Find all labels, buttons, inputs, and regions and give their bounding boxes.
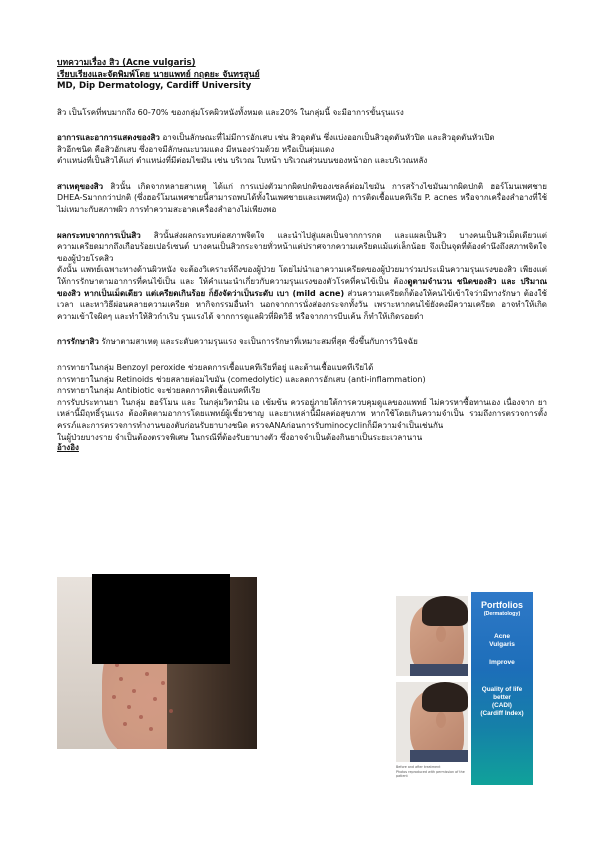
impact-text-1: สิวนั้นส่งผลกระทบต่อสภาพจิตใจ และนำไปสู่แผลเป็นจากการกด และแผลเป็นสิว บางคนเป็นสิวเม็ดเดียวแต่ความเครียดมากถึงเกือบร้อยเปอร์เซนต์ บางคนเป็นสิวกระจายทั่วหน้าแต่ปราศจากความเครียดแม้แต่เล็กน้อย จึงเป็นจุดที่ต้องคำนึงถึงสภาพจิตใจ ของผู้ป่วยโรคสิว	[57, 230, 547, 263]
topic-line-2: Vulgaris	[489, 641, 515, 648]
treatment-item-1: การทายาในกลุ่ม Benzoyl peroxide ช่วยลดการเชื้อแบคทีเรียที่อยู่ และต้านเชื้อแบคทีเรียได้	[57, 363, 374, 372]
impact-paragraph-2	[57, 264, 547, 322]
portfolio-panel	[393, 592, 533, 785]
acne-spot	[145, 672, 149, 676]
acne-spot	[139, 715, 143, 719]
causes-heading: สาเหตุของสิว	[57, 181, 104, 191]
acne-spot	[112, 695, 116, 699]
qol-line-1: Quality of life	[481, 686, 523, 693]
topic-line-1: Acne	[493, 633, 511, 640]
acne-spot	[127, 705, 131, 709]
patient-photo-after	[396, 682, 468, 762]
acne-spot	[161, 681, 165, 685]
article	[57, 58, 547, 453]
impact-bold-statement: ดูตามจำนวน ชนิดของสิว และ ปริมาณของสิว หากเป็นเม็ดเดียว แต่เครียดเกินร้อย ก็ยังจัดว่าเป็นระดับ เบา (mild acne)	[57, 277, 548, 298]
intro-paragraph: สิว เป็นโรคที่พบมากถึง 60-70% ของกลุ่มโรคผิวหนังทั้งหมด และ20% ในกลุ่มนี้ จะมีอาการขั้นรุนแรง	[57, 107, 404, 117]
acne-spot	[169, 709, 173, 713]
portfolio-info-column	[471, 592, 533, 785]
symptoms-paragraph	[57, 132, 547, 144]
symptoms-heading: อาการและอาการแสดงของสิว	[57, 133, 160, 143]
causes-paragraph	[57, 181, 547, 216]
acne-spot	[153, 697, 157, 701]
treatment-heading: การรักษาสิว	[57, 337, 99, 347]
caption-line-1: Before and after treatment	[396, 765, 441, 769]
qol-line-2: better	[493, 694, 511, 701]
impact-text-2a: ดังนั้น แพทย์เฉพาะทางด้านผิวหนัง จะต้องวิเคราะห์ถึงของผู้ป่วย โดยไม่นำเอาความเครียดของผู้ป่วยมาร่วมประเมินความรุนแรงของสิว เพียงแต่ให้การรักษาตามอาการที่คนไข้เป็น และ ให้คำแนะนำเกี่ยวกับความรุนแรงของตัวโรคที่คนไข้เป็น ต้อง	[57, 265, 547, 287]
article-header	[57, 58, 547, 93]
privacy-censor-bar	[92, 574, 230, 664]
article-title: บทความเรื่อง สิว (Acne vulgaris)	[57, 58, 196, 68]
impact-paragraph-1	[57, 230, 547, 265]
treatment-item-5: ในผู้ป่วยบางราย จำเป็นต้องตรวจพิเศษ ในกรณีที่ต้องรับยาบางตัว ซึ่งอาจจำเป็นต้องกินยาเป็นระยะเวลานาน	[57, 432, 423, 442]
author-line: เรียบเรียงและจัดพิมพ์โดย นายแพทย์ กฤตยะ จันทรสูนย์	[57, 69, 260, 80]
symptoms-text-1: อาจเป็นลักษณะที่ไม่มีการอักเสบ เช่น สิวอุดตัน ซึ่งแบ่งออกเป็นสิวอุดตันหัวปิด และสิวอุดตันหัวเปิด	[159, 133, 495, 143]
treatment-paragraph	[57, 336, 547, 348]
causes-text: สิวนั้น เกิดจากหลายสาเหตุ ได้แก่ การแบ่งตัวมากผิดปกติของเซลล์ต่อมไขมัน การสร้างไขมันมากผิดปกติ ฮอร์โมนเพศชาย DHEA-Sมากกว่าปกติ (ซึ่งฮอร์โมนเพศชายนี้สามารถพบได้ทั้งในเพศชายและเพศหญิง) การติดเชื้อแบคทีเรีย P. acnes หรือจากเครื่องสำอางที่ใช้ไม่เหมาะกับสภาพผิว การทำความสะอาดเครื่องสำอางไม่เพียงพอ	[57, 181, 547, 215]
reference-label: อ้างอิง	[57, 443, 79, 453]
photo-caption	[396, 765, 468, 779]
treatment-item-2: การทายาในกลุ่ม Retinoids ช่วยสลายต่อมไขมัน (comedolytic) และลดการอักเสบ (anti-inflammation)	[57, 374, 426, 384]
impact-heading: ผลกระทบจากการเป็นสิว	[57, 230, 141, 240]
portfolio-improve: Improve	[489, 659, 515, 666]
acne-spot	[149, 727, 153, 731]
qol-line-4: (Cardiff Index)	[480, 710, 524, 717]
acne-spot	[119, 677, 123, 681]
portfolio-qol	[471, 686, 533, 718]
portfolio-title: Portfolios	[481, 600, 523, 610]
treatment-item-4: การรับประทานยา ในกลุ่ม ฮอร์โมน และ ในกลุ่มวิตามิน เอ เข้มข้น ควรอยู่ภายใต้การควบคุมดูแลของแพทย์ ไม่ควรหาซื้อทานเอง เนื่องจาก ยาเหล่านี้มีฤทธิ์รุนแรง ต้องติดตามอาการโดยแพทย์ผู้เชี่ยวชาญ และยาเหล่านี้มีผลต่อสุขภาพ หากใช้โดยเกินความจำเป็น รวมถึงการตรวจการตั้งครรภ์และการตรวจการทำงานของตับก่อนรับยาบางชนิด ตรวจANAก่อนการรับminocyclinก็มีความจำเป็นเช่นกัน	[57, 397, 547, 430]
credentials: MD, Dip Dermatology, Cardiff University	[57, 81, 252, 91]
impact-text-2b: ส่วนความเครียดก็ต้องให้คนไข้เข้าใจว่ามีทางรักษา ต้องใช้เวลา และหาวิธีผ่อนคลายความเครียด หากิจกรรมอื่นทำ นอกจากการนั่งส่องกระจกทั้งวัน เพราะหากคนไข้ยังคงมีความเครียด อาจทำให้เกิดความเข้าใจผิดๆ และทำให้สิวกำเริบ รุนแรงได้ จากการดูแลผิวที่ผิดวิธี หรือจากการบีบเค้น ก็ทำให้เกิดรอยดำ	[57, 288, 547, 321]
acne-spot	[123, 722, 127, 726]
symptoms-text-2: สิวอีกชนิด คือสิวอักเสบ ซึ่งอาจมีลักษณะบวมแดง มีหนองร่วมด้วย หรือเป็นตุ่มแดง	[57, 144, 335, 154]
treatment-text: รักษาตามสาเหตุ และระดับความรุนแรง จะเป็นการรักษาที่เหมาะสมที่สุด ซึ่งขึ้นกับการวินิจฉัย	[98, 337, 418, 347]
portfolio-topic	[471, 633, 533, 649]
portfolio-subtitle: (Dermatology)	[483, 611, 521, 617]
qol-line-3: (CADI)	[492, 702, 512, 709]
acne-spot	[132, 689, 136, 693]
caption-line-2: Photos reproduced with permission of the patient	[396, 769, 465, 778]
treatment-item-3: การทายาในกลุ่ม Antibiotic จะช่วยลดการติดเชื้อแบคทีเรีย	[57, 386, 261, 396]
symptoms-text-3: ตำแหน่งที่เป็นสิวได้แก่ ตำแหน่งที่มีต่อมไขมัน เช่น บริเวณ ใบหน้า บริเวณส่วนบนของหน้าอก และบริเวณหลัง	[57, 156, 428, 166]
patient-photo-before	[396, 596, 468, 676]
